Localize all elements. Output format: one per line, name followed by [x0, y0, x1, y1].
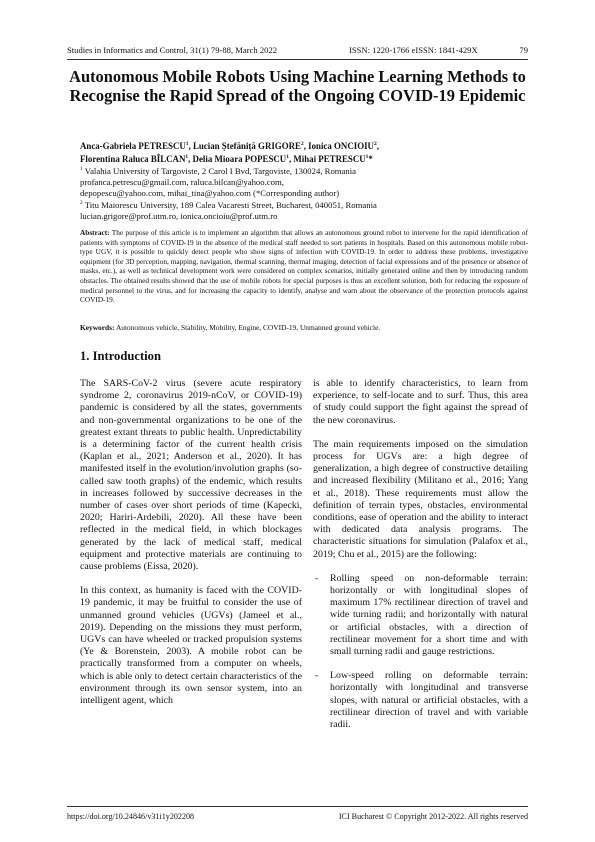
author-name: Delia Mioara POPESCU	[192, 154, 287, 165]
abstract-text: The purpose of this article is to implement an algorithm that allows an autonomous ground robot to intervene for the rapid identification of patients with symptoms of COVID-19 in the absence of the medical staff needed to sort patients in hospitals. Based on this autonomous mobile robot-type UGV, it is possible to quickly detect people who show signs of infection with COVID-19. In order to address these problems, investigative equipment (for 3D perception, mapping, navigation, thermal scanning, thermal imaging, detection of facial expressions and of the presence or absence of masks, etc.), as well as technical development work were considered on complex scenarios, initially generated online and then by introducing random obstacles. The obtained results showed that the use of mobile robots for special purposes is thus an excellent solution, both for reducing the exposure of medical personnel to the virus, and for increasing the capacity to identify, analyse and warn about the observance of the protection protocols against COVID-19.	[80, 228, 528, 305]
list-item	[313, 573, 528, 658]
abstract	[80, 228, 528, 305]
author-name: Lucian Ștefăniță GRIGORE	[192, 140, 301, 151]
author-separator: *	[368, 154, 373, 165]
journal-citation: Studies in Informatics and Control, 31(1) 79-88, March 2022	[67, 45, 278, 55]
list-bullet: -	[315, 670, 319, 682]
list-item-text: Low-speed rolling on deformable terrain: horizontally with longitudinal and transverse slopes, with natural or artificial obstacles, with a rectilinear direction of travel and with variable radii.	[330, 670, 528, 731]
paper-title: Autonomous Mobile Robots Using Machine Learning Methods to Recognise the Rapid Spread of the Ongoing COVID-19 Epidemic	[69, 67, 526, 105]
list-item-text: Rolling speed on non-deformable terrain: horizontally or with longitudinal slopes of maximum 17% rectilinear direction of travel and wide turning radii; and horizontally with natural or artificial obstacles, with a direction of rectilinear movement for a short time and with small turning radii and gauge restrictions.	[330, 572, 528, 658]
header-rule	[67, 59, 528, 60]
copyright: ICI Bucharest © Copyright 2012-2022. All rights reserved	[338, 812, 528, 821]
author-sup: 1	[185, 154, 189, 161]
author-line-1	[80, 139, 520, 152]
list-item	[313, 670, 528, 731]
affiliation-emails: depopescu@yahoo.com, mihai_tina@yahoo.com (*Corresponding author)	[80, 188, 340, 199]
footer-rule	[67, 806, 528, 807]
affiliation-emails: profanca.petrescu@gmail.com, raluca.bilcan@yahoo.com,	[80, 177, 284, 188]
section-heading: 1. Introduction	[80, 349, 161, 363]
paragraph: In this context, as humanity is faced with the COVID-19 pandemic, it may be fruitful to consider the use of unmanned ground vehicles (UGVs) (Jameel et al., 2019). Depending on the missions they must perform, UGVs can have wheeled or tracked propulsion systems (Ye & Borenstein, 2003). A mobile robot can be practically transformed from a computer on wheels, which is able only to detect certain characteristics of the environment through its own sensor system, into an intelligent agent, which	[80, 585, 302, 707]
left-column	[80, 378, 302, 719]
author-sup: 2	[373, 141, 377, 147]
keywords-label: Keywords:	[80, 323, 115, 332]
paragraph: The main requirements imposed on the simulation process for UGVs are: a high degree of generalization, a high degree of constructive detailing and increased flexibility (Militano et al., 2016; Yang et al., 2018). These requirements must allow the definition of terrain types, obstacles, environmental conditions, ease of operation and the ability to interact with dedicated data analysis programs. The characteristic situations for simulation (Palafox et al., 2019; Chu et al., 2015) are the following:	[313, 438, 528, 560]
affiliation-2	[80, 198, 520, 222]
running-header	[67, 45, 528, 59]
page-footer	[67, 812, 528, 824]
issn: ISSN: 1220-1766 eISSN: 1841-429X	[349, 45, 478, 55]
situation-list	[313, 573, 528, 731]
paragraph: The SARS-CoV-2 virus (severe acute respiratory syndrome 2, coronavirus 2019-nCoV, or COVID-19) pandemic is considered by all the states, governments and non-governmental organizations to be one of the greatest extant threats to public health. Unpredictability is a determining factor of the current health crisis (Kaplan et al., 2021; Anderson et al., 2020). It has manifested itself in the evolution/involution graphs (so-called saw tooth graphs) of the endemic, which results in increases followed by successive decreases in the number of cases over short periods of time (Kapecki, 2020; Hariri-Ardebili, 2020). All these have been reflected in the medical field, in which blockages generated by the lack of medical staff, medical equipment and protective materials are continuing to cause problems (Eissa, 2020).	[80, 378, 302, 573]
author-name: Anca-Gabriela PETRESCU	[80, 140, 186, 151]
author-name: Ionica ONCIOIU	[308, 140, 374, 151]
affiliation-emails: lucian.grigore@prof.utm.ro, ionica.oncioiu@prof.utm.ro	[80, 211, 278, 222]
right-column	[313, 378, 528, 743]
list-bullet: -	[315, 572, 319, 584]
author-separator: ,	[303, 140, 309, 151]
author-separator: ,	[288, 154, 294, 165]
affiliation-address: Titu Maiorescu University, 189 Calea Vacaresti Street, Bucharest, 040051, Romania	[84, 199, 377, 210]
author-sup: 1	[365, 154, 369, 161]
author-separator: ,	[188, 154, 193, 165]
paragraph: is able to identify characteristics, to learn from experience, to self-locate and to surf. Thus, this area of study could support the fight against the spread of the new coronavirus.	[313, 378, 528, 426]
affiliation-sup: 2	[80, 200, 83, 206]
abstract-label: Abstract:	[80, 228, 110, 237]
keywords	[80, 323, 528, 332]
author-separator: ,	[376, 140, 379, 151]
author-sup: 1	[185, 141, 189, 147]
page-number: 79	[519, 45, 528, 55]
affiliation-address: Valahia University of Targoviste, 2 Carol I Bvd, Targoviste, 130024, Romania	[84, 165, 357, 176]
author-name: Florentina Raluca BÎLCAN	[80, 154, 186, 165]
affiliation-1	[80, 164, 520, 200]
affiliation-sup: 1	[80, 166, 83, 172]
doi-link[interactable]: https://doi.org/10.24846/v31i1y202208	[67, 812, 195, 821]
keywords-text: Autonomous vehicle, Stability, Mobility, Engine, COVID-19, Unmanned ground vehicle.	[115, 323, 381, 332]
author-separator: ,	[188, 140, 193, 151]
author-name: Mihai PETRESCU	[293, 154, 366, 165]
author-sup: 1	[286, 154, 289, 161]
author-sup: 2	[300, 141, 304, 147]
author-list	[80, 139, 520, 166]
